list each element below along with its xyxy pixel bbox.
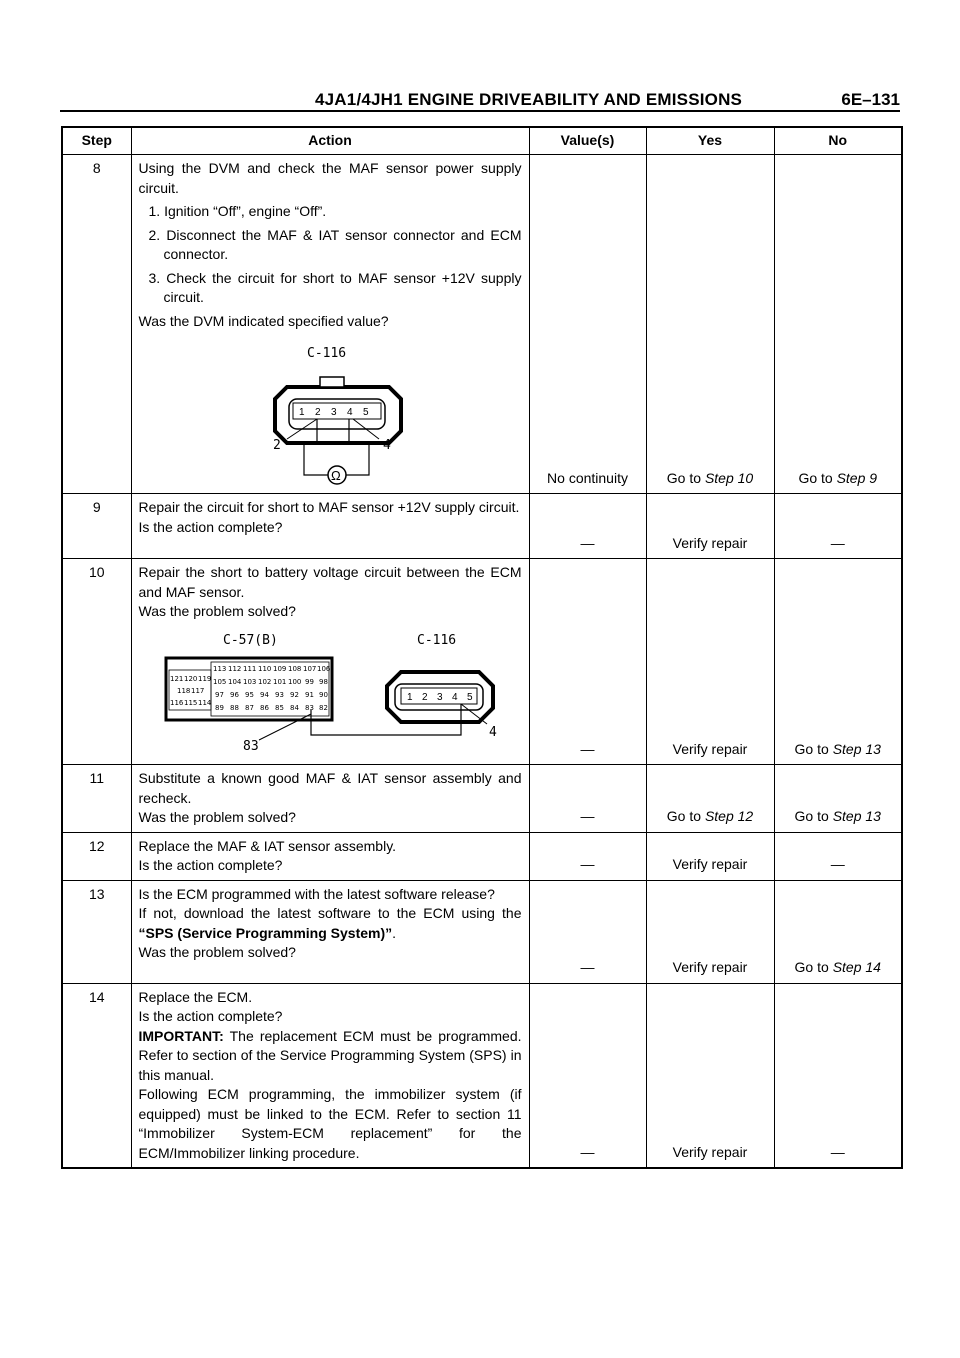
action-cell bbox=[131, 832, 529, 880]
no-cell: — bbox=[774, 832, 902, 880]
important-text: The replacement ECM must be programmed. Refer to section of the Service Programming System (SPS) in this manual. bbox=[138, 1027, 522, 1083]
action-text bbox=[139, 904, 522, 943]
ecm-pin: 93 bbox=[274, 690, 284, 699]
values-cell: No continuity bbox=[529, 155, 646, 494]
table-row bbox=[62, 765, 902, 833]
action-substep: 2. Disconnect the MAF & IAT sensor connector and ECM connector. bbox=[148, 226, 522, 262]
yes-prefix: Go to bbox=[666, 808, 705, 824]
col-header-action: Action bbox=[131, 127, 529, 155]
step-number: 10 bbox=[62, 559, 131, 765]
connector-label: C-116 bbox=[306, 346, 346, 361]
ecm-pin: 82 bbox=[318, 703, 328, 712]
action-question: Was the DVM indicated specified value? bbox=[138, 312, 389, 329]
yes-step-link[interactable]: Step 10 bbox=[704, 469, 754, 486]
action-text: Replace the ECM. bbox=[138, 988, 253, 1005]
values-cell: — bbox=[529, 832, 646, 880]
table-row bbox=[62, 155, 902, 494]
action-substep: 3. Check the circuit for short to MAF sensor +12V supply circuit. bbox=[148, 269, 522, 305]
ecm-pin: 85 bbox=[274, 703, 284, 712]
page-header bbox=[60, 86, 900, 112]
ecm-pin: 109 bbox=[272, 664, 286, 673]
ecm-pin: 108 bbox=[287, 664, 301, 673]
action-text: Substitute a known good MAF & IAT sensor assembly and recheck. bbox=[138, 770, 522, 806]
pin-label: 2 bbox=[314, 407, 321, 418]
yes-cell: Verify repair bbox=[646, 559, 774, 765]
values-cell: — bbox=[529, 559, 646, 765]
no-step-link[interactable]: Step 9 bbox=[836, 469, 878, 486]
page-title: 4JA1/4JH1 ENGINE DRIVEABILITY AND EMISSIONS bbox=[315, 90, 743, 109]
values-cell: — bbox=[529, 765, 646, 833]
probe-pin-label: 2 bbox=[272, 438, 281, 453]
table-row bbox=[62, 559, 902, 765]
step-number: 14 bbox=[62, 983, 131, 1168]
yes-cell bbox=[646, 765, 774, 833]
ecm-pin: 96 bbox=[229, 690, 239, 699]
pin-label: 3 bbox=[330, 407, 337, 418]
wire-pin-label: 4 bbox=[488, 724, 497, 740]
ecm-pin: 115 bbox=[183, 698, 197, 707]
action-question: Was the problem solved? bbox=[138, 809, 296, 825]
col-header-no: No bbox=[774, 127, 902, 155]
ecm-pin: 107 bbox=[302, 664, 316, 673]
ecm-pin: 120 bbox=[183, 674, 197, 683]
step-number: 9 bbox=[62, 494, 131, 559]
no-cell bbox=[774, 765, 902, 833]
ecm-pin: 90 bbox=[318, 690, 328, 699]
ecm-pin: 94 bbox=[259, 690, 269, 699]
pin-label: 4 bbox=[451, 691, 458, 703]
step-number: 11 bbox=[62, 765, 131, 833]
action-question: Is the action complete? bbox=[138, 857, 283, 873]
no-step-link[interactable]: Step 13 bbox=[832, 740, 881, 757]
pin-label: 1 bbox=[298, 407, 305, 418]
action-question: Was the problem solved? bbox=[138, 603, 296, 619]
table-row bbox=[62, 880, 902, 983]
ecm-pin: 102 bbox=[257, 677, 271, 686]
pin-label: 2 bbox=[421, 691, 428, 703]
table-row bbox=[62, 983, 902, 1168]
action-text: Following ECM programming, the immobilizer system (if equipped) must be linked to the ECM. Refer to section 11 “Immobilizer System-ECM replacement” for the ECM/Immobilizer linking procedure. bbox=[138, 1086, 522, 1161]
action-cell bbox=[131, 983, 529, 1168]
action-text: Repair the short to battery voltage circuit between the ECM and MAF sensor. bbox=[138, 564, 522, 600]
values-cell: — bbox=[529, 494, 646, 559]
no-step-link[interactable]: Step 13 bbox=[832, 808, 881, 824]
wire-pin-label: 83 bbox=[242, 738, 259, 754]
ecm-pin: 87 bbox=[244, 703, 254, 712]
action-text: Is the ECM programmed with the latest software release? bbox=[138, 885, 495, 902]
ecm-pin: 83 bbox=[304, 703, 314, 712]
values-cell: — bbox=[529, 983, 646, 1168]
action-question: Was the problem solved? bbox=[138, 944, 296, 960]
step-number: 8 bbox=[62, 155, 131, 494]
important-label: IMPORTANT: bbox=[138, 1027, 224, 1044]
leader-line bbox=[259, 714, 311, 740]
yes-cell bbox=[646, 155, 774, 494]
action-cell bbox=[131, 880, 529, 983]
action-cell bbox=[131, 765, 529, 833]
header-rule bbox=[60, 110, 900, 112]
ecm-pin: 117 bbox=[190, 686, 204, 695]
yes-cell: Verify repair bbox=[646, 983, 774, 1168]
ohm-symbol: Ω bbox=[330, 468, 341, 483]
col-header-yes: Yes bbox=[646, 127, 774, 155]
no-prefix: Go to bbox=[794, 808, 833, 824]
ecm-pin: 114 bbox=[197, 698, 211, 707]
sensor-connector-label: C-116 bbox=[416, 632, 456, 648]
no-cell bbox=[774, 559, 902, 765]
no-prefix: Go to bbox=[794, 740, 833, 757]
no-cell bbox=[774, 155, 902, 494]
ecm-pin: 106 bbox=[316, 664, 330, 673]
action-text: Replace the MAF & IAT sensor assembly. bbox=[138, 837, 397, 854]
col-header-step: Step bbox=[62, 127, 131, 155]
no-prefix: Go to bbox=[794, 959, 833, 975]
action-text-part: . bbox=[392, 924, 397, 941]
ecm-pin: 103 bbox=[242, 677, 256, 686]
table-row bbox=[62, 494, 902, 559]
action-cell bbox=[131, 155, 529, 494]
table-row bbox=[62, 832, 902, 880]
page-number: 6E–131 bbox=[841, 90, 900, 109]
action-text: Using the DVM and check the MAF sensor power supply circuit. bbox=[138, 160, 522, 196]
pin-label: 1 bbox=[406, 691, 413, 703]
no-cell: — bbox=[774, 983, 902, 1168]
ecm-pin: 121 bbox=[169, 674, 183, 683]
table-header-row bbox=[62, 127, 902, 155]
connector-latch bbox=[320, 377, 344, 387]
yes-prefix: Go to bbox=[666, 469, 705, 486]
values-cell: — bbox=[529, 880, 646, 983]
action-question: Is the action complete? bbox=[138, 1008, 283, 1024]
ecm-pin: 101 bbox=[272, 677, 286, 686]
no-step-link[interactable]: Step 14 bbox=[832, 959, 881, 975]
ecm-connector-label: C-57(B) bbox=[222, 632, 278, 648]
action-text: Repair the circuit for short to MAF sensor +12V supply circuit. bbox=[138, 499, 520, 515]
pin-label: 5 bbox=[362, 407, 369, 418]
ecm-pin: 118 bbox=[176, 686, 190, 695]
yes-step-link[interactable]: Step 12 bbox=[704, 808, 754, 824]
yes-cell: Verify repair bbox=[646, 494, 774, 559]
important-note bbox=[139, 1027, 522, 1086]
col-header-values: Value(s) bbox=[529, 127, 646, 155]
ecm-pin-grid bbox=[169, 662, 331, 716]
probe-pin-label: 4 bbox=[382, 438, 391, 453]
action-question: Is the action complete? bbox=[138, 518, 283, 535]
no-cell: — bbox=[774, 494, 902, 559]
ecm-pin: 104 bbox=[227, 677, 241, 686]
ecm-pin: 112 bbox=[227, 664, 241, 673]
no-cell bbox=[774, 880, 902, 983]
ecm-pin: 105 bbox=[212, 677, 226, 686]
ecm-pin: 95 bbox=[244, 690, 254, 699]
step-number: 12 bbox=[62, 832, 131, 880]
action-text-part: If not, download the latest software to the ECM using the bbox=[138, 905, 522, 921]
pin-label: 4 bbox=[346, 407, 353, 418]
ecm-pin: 110 bbox=[257, 664, 271, 673]
pin-label: 5 bbox=[466, 691, 473, 703]
ecm-pin: 92 bbox=[289, 690, 299, 699]
ecm-maf-wiring-diagram bbox=[139, 626, 523, 754]
ecm-pin: 84 bbox=[289, 703, 299, 712]
action-cell bbox=[131, 494, 529, 559]
ecm-pin: 98 bbox=[318, 677, 328, 686]
maf-connector-diagram bbox=[139, 335, 523, 485]
step-number: 13 bbox=[62, 880, 131, 983]
ecm-pin: 97 bbox=[214, 690, 224, 699]
ecm-pin: 113 bbox=[212, 664, 226, 673]
ecm-pin: 99 bbox=[304, 677, 314, 686]
diagnostic-table bbox=[61, 126, 903, 1169]
ecm-pin: 111 bbox=[242, 664, 256, 673]
sps-reference: “SPS (Service Programming System)” bbox=[138, 924, 393, 941]
pin-label: 3 bbox=[436, 691, 443, 703]
ecm-pin: 116 bbox=[169, 698, 183, 707]
ecm-pin: 119 bbox=[197, 674, 211, 683]
ecm-pin: 89 bbox=[214, 703, 224, 712]
yes-cell: Verify repair bbox=[646, 880, 774, 983]
ecm-pin: 88 bbox=[229, 703, 239, 712]
ecm-pin: 100 bbox=[287, 677, 301, 686]
ecm-pin: 91 bbox=[304, 690, 314, 699]
no-prefix: Go to bbox=[798, 469, 837, 486]
action-substep: 1. Ignition “Off”, engine “Off”. bbox=[148, 203, 327, 219]
action-cell bbox=[131, 559, 529, 765]
yes-cell: Verify repair bbox=[646, 832, 774, 880]
ecm-pin: 86 bbox=[259, 703, 269, 712]
